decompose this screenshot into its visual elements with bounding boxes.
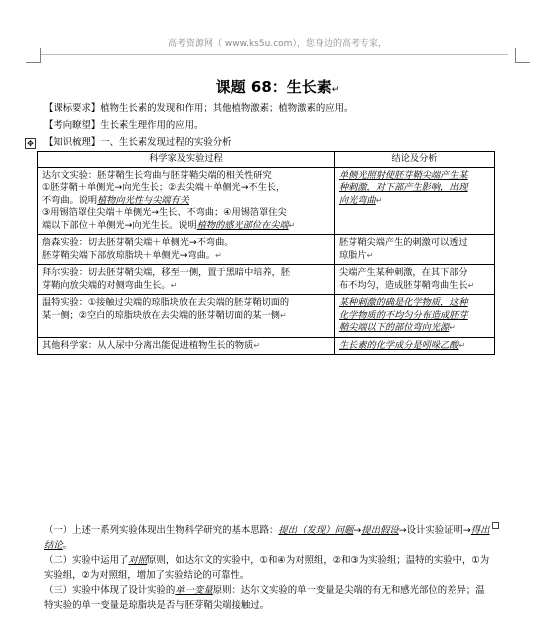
paragraph-3 <box>44 584 494 613</box>
crop-mark-top-left <box>26 48 41 63</box>
text-run: ①胚芽鞘＋单侧光→向光生长；②去尖端＋单侧光→不生长， <box>42 182 286 193</box>
cell-line <box>339 250 491 263</box>
text-run: 尖端产生某种刺激，在其下部分 <box>339 267 468 278</box>
cell-line <box>339 195 491 208</box>
table-header-cell: 结论及分析 <box>335 152 495 168</box>
cell-line <box>42 340 331 353</box>
underlined-answer: 单侧光照射使胚芽鞘尖端产生某 <box>339 169 468 181</box>
cell-line <box>339 310 491 323</box>
paragraph-mark-icon: ↵ <box>253 340 261 350</box>
paragraph-mark-icon: ↵ <box>170 280 178 290</box>
experiment-table <box>37 151 495 355</box>
underlined-answer: 某种刺激的确是化学物质，这种 <box>339 297 468 308</box>
text-run: 拜尔实验：切去胚芽鞘尖端，移至一侧，置于黑暗中培养，胚 <box>42 267 291 278</box>
underlined-answer: 种刺激，对下部产生影响，出现 <box>339 182 468 193</box>
experiment-cell <box>38 235 335 265</box>
paragraph-mark-icon: ↵ <box>331 85 340 95</box>
text-run: →设计实验证明→ <box>398 525 471 536</box>
underlined-answer: 提出假设 <box>361 525 399 536</box>
cell-line <box>42 170 331 183</box>
conclusion-cell <box>335 235 495 265</box>
paragraph-mark-icon: ↵ <box>366 250 374 260</box>
underlined-answer: 生长素的化学成分是吲哚乙酸 <box>339 339 459 351</box>
text-run: 某一侧；②空白的琼脂块放在去尖端的胚芽鞘切面的某一侧 <box>42 309 280 321</box>
underlined-answer: 单一变量 <box>175 585 213 596</box>
cell-line <box>42 280 331 293</box>
cell-line <box>42 297 331 310</box>
paragraph-mark-icon: ↵ <box>279 310 287 320</box>
table-row <box>38 337 495 355</box>
conclusion-cell <box>335 337 495 355</box>
cell-line <box>339 182 491 195</box>
table-header-cell: 科学家及实验过程 <box>38 152 335 168</box>
paragraph-mark-icon: ↵ <box>375 195 383 205</box>
underlined-answer: 对照 <box>128 555 148 566</box>
intro-line-standards <box>44 103 353 115</box>
intro-line-outlook <box>44 120 203 132</box>
conclusion-cell <box>335 265 495 295</box>
underlined-answer: 向光弯曲 <box>339 194 376 206</box>
underlined-answer: 植物向光性与尖端有关 <box>97 194 189 206</box>
paragraph-2 <box>44 554 494 583</box>
intro-label: 【课标要求】 <box>44 103 101 114</box>
conclusion-cell <box>335 167 495 235</box>
intro-label: 【考向瞭望】 <box>44 120 101 131</box>
text-run: 其他科学家：从人尿中分离出能促进植物生长的物质 <box>42 339 254 351</box>
text-run: 胚芽鞘尖端下部放琼脂块＋单侧光→弯曲。 <box>42 249 216 261</box>
cell-line <box>339 340 491 353</box>
text-run: 琼脂片 <box>339 249 367 261</box>
table-row <box>38 235 495 265</box>
document-title-text: 课题 68：生长素 <box>215 78 332 96</box>
underlined-answer: 化学物质的不均匀分布造成胚芽 <box>339 309 468 321</box>
paragraph-mark-icon: ↵ <box>458 340 466 350</box>
text-run: 。 <box>62 539 73 551</box>
paragraph-mark-icon: ↵ <box>467 280 475 290</box>
page-header: 高考资源网（ www.ks5u.com），您身边的高考专家， <box>168 39 387 49</box>
text-run: 温特实验：①接触过尖端的琼脂块放在去尖端的胚芽鞘切面的 <box>42 297 290 308</box>
underlined-answer: 植物的感光部位在尖端 <box>196 219 289 231</box>
paragraph-1 <box>44 524 494 553</box>
experiment-cell <box>38 337 335 355</box>
underlined-answer: 提出（发现）问题 <box>278 525 354 536</box>
intro-text: 生长素生理作用的应用。 <box>100 120 204 131</box>
cell-line <box>339 280 491 293</box>
text-run: 不弯曲。说明 <box>42 194 98 206</box>
experiment-cell <box>38 265 335 295</box>
intro-text: 植物生长素的发现和作用；其他植物激素；植物激素的应用。 <box>100 103 354 114</box>
cell-line <box>42 182 331 195</box>
cell-line <box>42 250 331 263</box>
crop-mark-top-right <box>515 48 530 63</box>
table-row <box>38 295 495 338</box>
intro-text: 一、生长素发现过程的实验分析 <box>100 137 232 148</box>
paragraph-mark-icon: ↵ <box>288 220 296 230</box>
experiment-cell <box>38 167 335 235</box>
cell-line <box>42 267 331 280</box>
text-run: （三）实验中体现了设计实验的 <box>44 585 176 596</box>
table-row <box>38 265 495 295</box>
text-run: （二）实验中运用了 <box>44 555 129 566</box>
table-move-handle-icon[interactable]: ✥ <box>25 138 36 149</box>
text-run: 詹森实验：切去胚芽鞘尖端＋单侧光→不弯曲。 <box>42 237 234 248</box>
cell-line <box>42 195 331 208</box>
cell-line <box>42 237 331 250</box>
text-run: 芽鞘向放尖端的对侧弯曲生长。 <box>42 279 171 291</box>
text-run: → <box>353 525 362 536</box>
paragraph-mark-icon: ↵ <box>449 323 456 332</box>
text-run: 达尔文实验：胚芽鞘生长弯曲与胚芽鞘尖端的相关性研究 <box>42 169 272 181</box>
experiment-cell <box>38 295 335 338</box>
cell-line <box>339 170 491 183</box>
cell-line <box>339 237 491 250</box>
underlined-answer: 得出结论 <box>44 525 490 551</box>
conclusion-cell <box>335 295 495 338</box>
cell-line <box>339 322 491 335</box>
underlined-answer: 鞘尖端以下的部位弯向光源 <box>339 322 450 333</box>
table-row <box>38 167 495 235</box>
cell-line <box>42 220 331 233</box>
text-run: 胚芽鞘尖端产生的刺激可以透过 <box>339 237 468 248</box>
cell-line <box>42 207 331 220</box>
intro-label: 【知识梳理】 <box>44 137 101 148</box>
text-run: 原则，如达尔文的实验中，①和④为对照组，②和③为实验组；温特的实验中，①为实验组，②为对照组，增加了实验结论的可靠性。 <box>44 555 490 581</box>
intro-line-knowledge <box>44 137 232 149</box>
document-title <box>0 76 555 97</box>
text-run: （一）上述一系列实验体现出生物科学研究的基本思路： <box>44 525 279 536</box>
cell-line <box>339 297 491 310</box>
text-run: 原则：达尔文实验的单一变量是尖端的有无和感光部位的差异；温特实验的单一变量是琼脂块是否与胚芽鞘尖端接触过。 <box>44 585 485 611</box>
cell-line <box>339 267 491 280</box>
header-rule <box>40 54 508 55</box>
text-run: 端以下部位＋单侧光→向光生长。说明 <box>42 219 197 231</box>
text-run: ③用锡箔罩住尖端＋单侧光→生长、不弯曲；④用锡箔罩住尖 <box>42 207 287 218</box>
text-run: 布不均匀，造成胚芽鞘弯曲生长 <box>339 279 468 291</box>
paragraph-mark-icon: ↵ <box>215 250 222 260</box>
table-header-row <box>38 152 495 168</box>
cell-line <box>42 310 331 323</box>
